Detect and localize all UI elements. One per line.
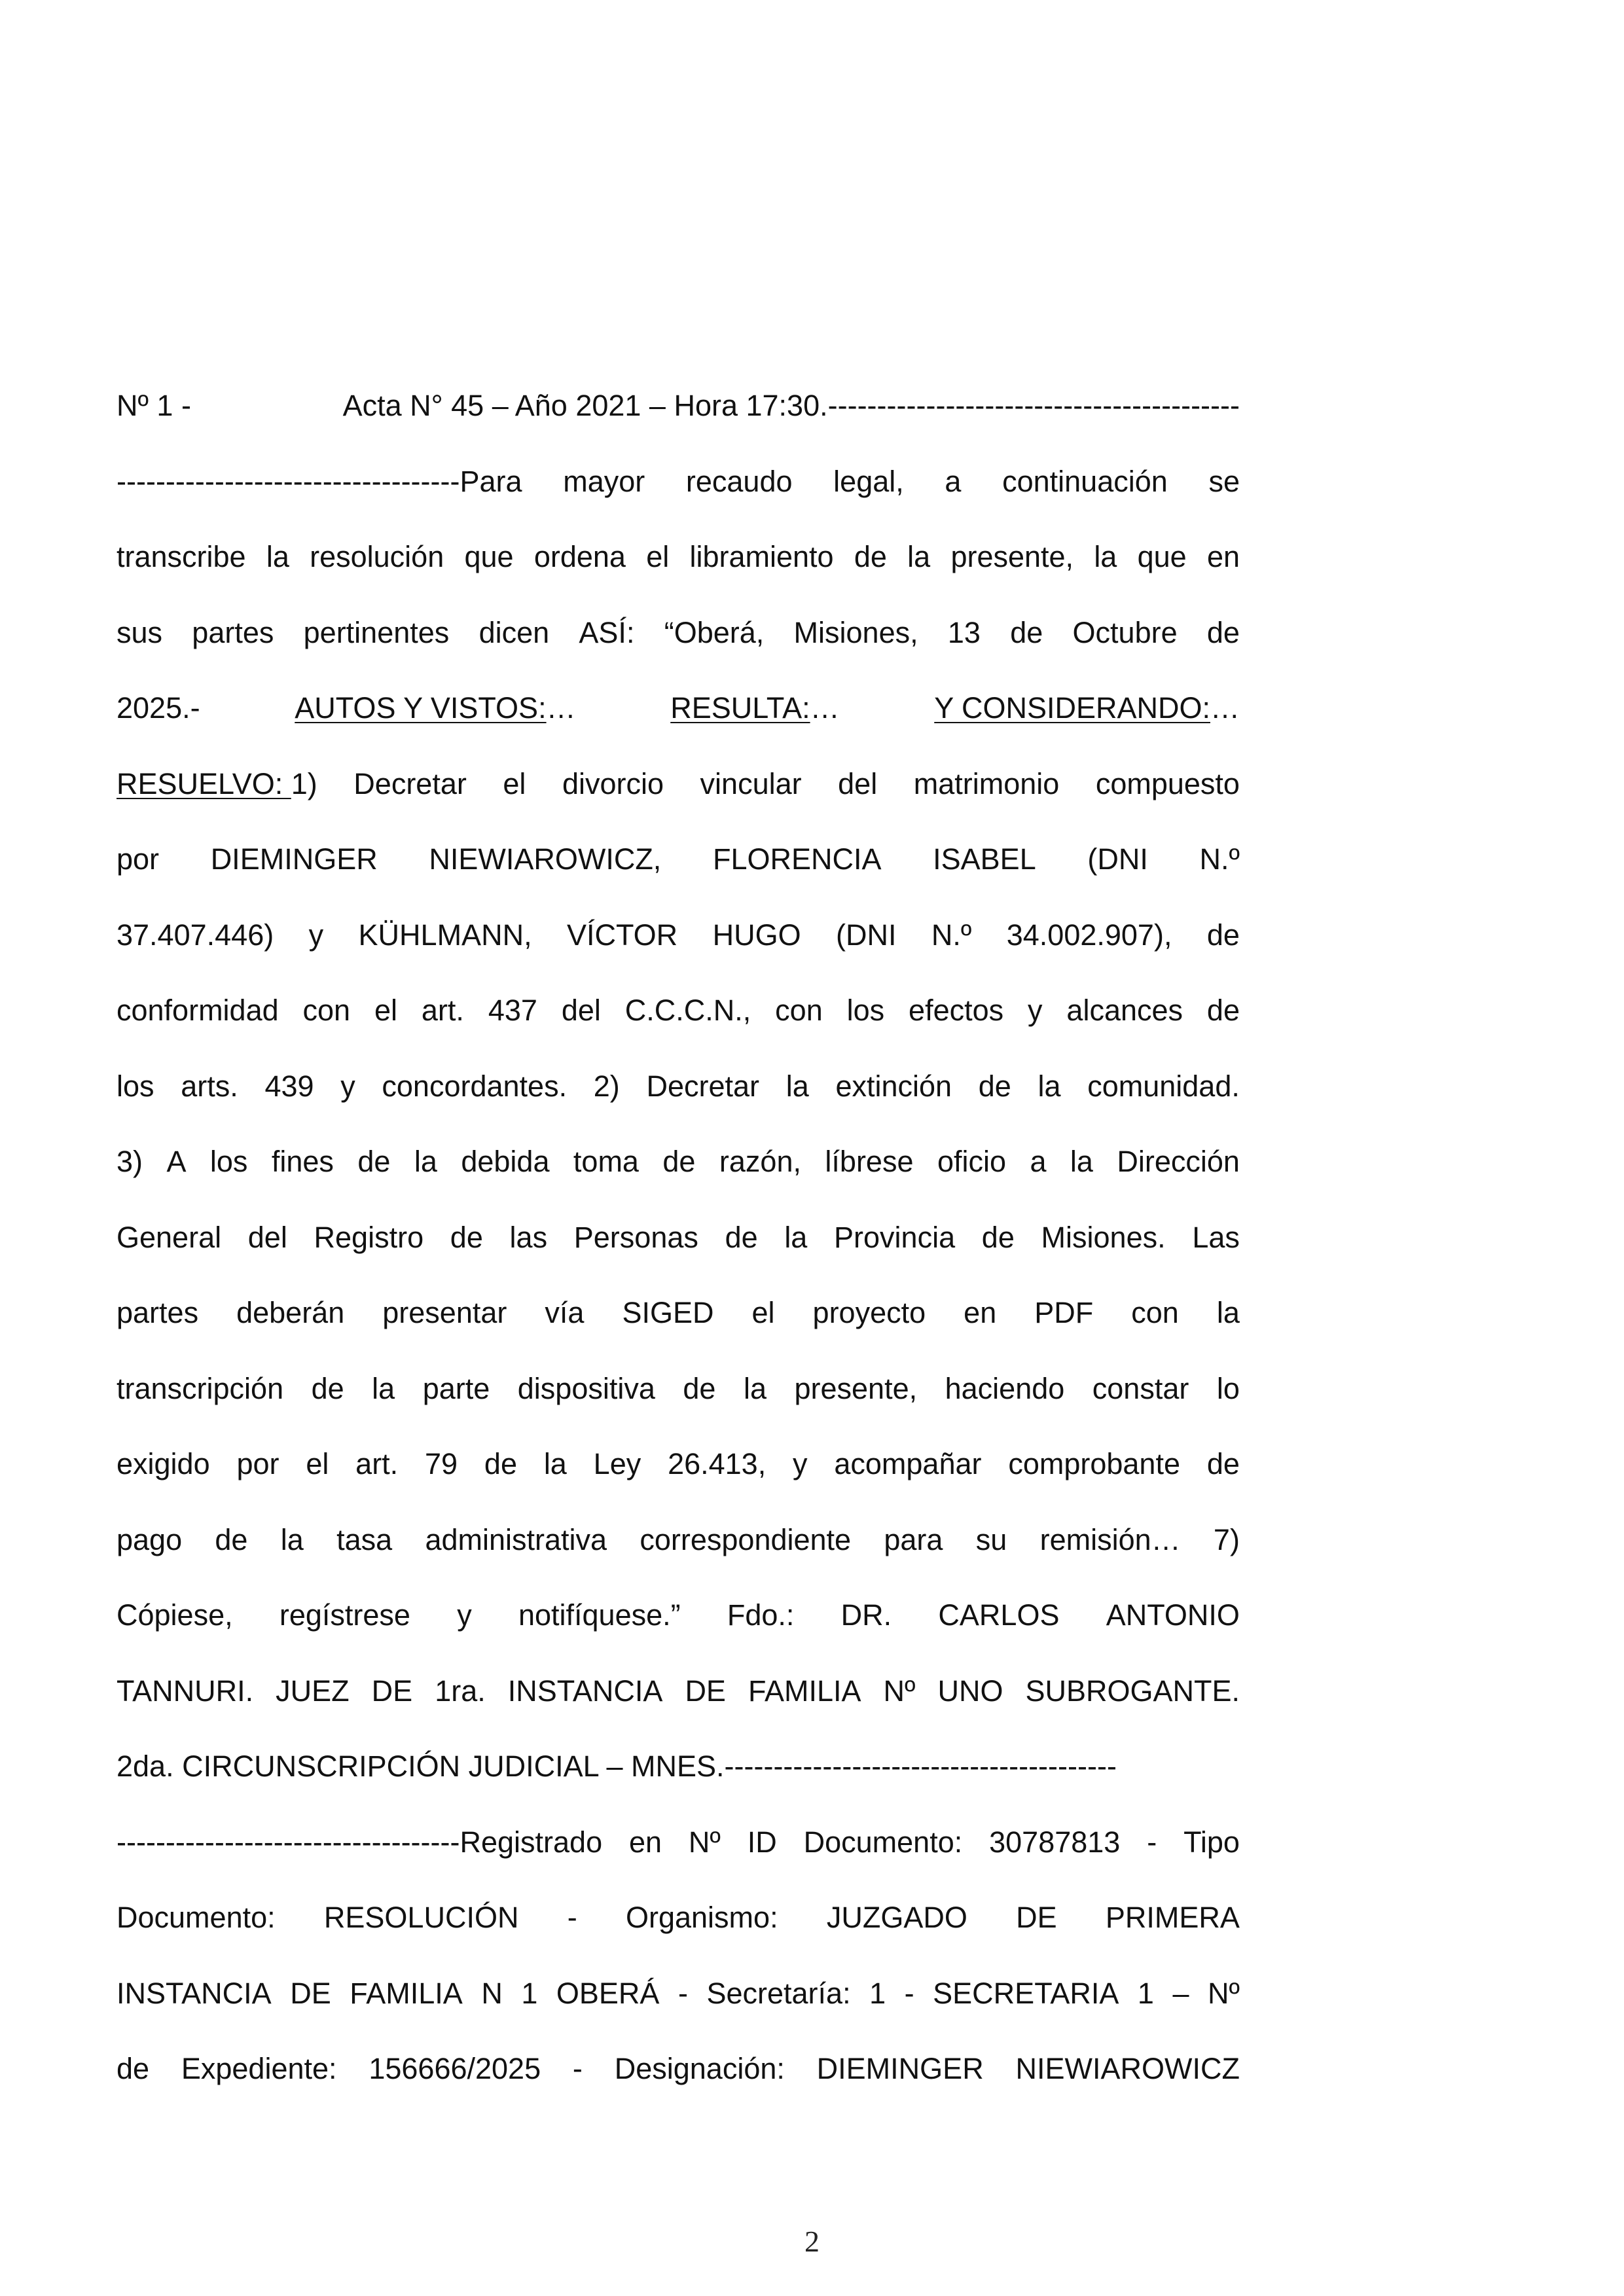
word: Personas	[573, 1220, 698, 1254]
word: -----------------------------------Para	[117, 464, 522, 498]
word: vincular	[700, 766, 802, 800]
word: INSTANCIA	[117, 1976, 272, 2010]
word: VÍCTOR	[566, 918, 678, 952]
word: que	[1137, 540, 1187, 573]
word: FLORENCIA	[712, 842, 882, 876]
word: por	[117, 842, 160, 876]
text-line-11	[117, 1142, 1240, 1218]
document-body	[117, 386, 1240, 2125]
word: DE	[1016, 1901, 1057, 1934]
text-line-7	[117, 840, 1240, 916]
word: HUGO	[712, 918, 801, 952]
word: de	[1206, 1447, 1240, 1480]
text-line-12	[117, 1218, 1240, 1294]
word: 7)	[1213, 1522, 1240, 1556]
word: DE	[290, 1976, 331, 2010]
word: matrimonio	[913, 766, 1060, 800]
word: Nº 1 -	[117, 389, 191, 422]
word: se	[1208, 464, 1240, 498]
word: DR.	[840, 1598, 892, 1632]
word: vía	[545, 1296, 585, 1329]
word: el	[306, 1447, 329, 1480]
word: la	[907, 540, 931, 573]
word: comunidad.	[1087, 1069, 1240, 1103]
word: administrativa	[425, 1522, 607, 1556]
text-line-16	[117, 1520, 1240, 1596]
word: sus	[117, 615, 163, 649]
word: del	[838, 766, 878, 800]
word: ASÍ:	[579, 615, 635, 649]
word: KÜHLMANN,	[358, 918, 532, 952]
word: 2)	[593, 1069, 620, 1103]
word: extinción	[835, 1069, 952, 1103]
word: del	[247, 1220, 287, 1254]
word: la	[266, 540, 289, 573]
word: y	[793, 1447, 808, 1480]
word: Provincia	[834, 1220, 956, 1254]
text-line-10	[117, 1067, 1240, 1143]
word: (DNI	[1087, 842, 1148, 876]
word: la	[1094, 540, 1117, 573]
word: Expediente:	[181, 2052, 337, 2085]
word: por	[236, 1447, 280, 1480]
word: de	[854, 540, 887, 573]
text-line-14	[117, 1369, 1240, 1445]
word: que	[464, 540, 514, 573]
word: la	[785, 1069, 809, 1103]
word: para	[884, 1522, 943, 1556]
word: la	[743, 1371, 767, 1405]
text-line-17	[117, 1596, 1240, 1672]
word: TANNURI.	[117, 1674, 254, 1708]
word: 439	[264, 1069, 314, 1103]
text-line-19	[117, 1747, 1240, 1823]
word: tasa	[336, 1522, 393, 1556]
word: toma	[573, 1145, 639, 1178]
text-line-15	[117, 1444, 1240, 1520]
word: -	[572, 2052, 583, 2085]
text-line-4	[117, 613, 1240, 689]
word: 156666/2025	[369, 2052, 541, 2085]
word: Cópiese,	[117, 1598, 233, 1632]
word: compuesto	[1095, 766, 1240, 800]
word: 2025.-	[117, 691, 200, 725]
word: SIGED	[622, 1296, 714, 1329]
word: el	[503, 766, 526, 800]
word: A	[166, 1145, 187, 1178]
word: partes	[117, 1296, 199, 1329]
word: INSTANCIA	[507, 1674, 663, 1708]
word: recaudo	[685, 464, 793, 498]
word: y	[457, 1598, 472, 1632]
word: DIEMINGER	[816, 2052, 984, 2085]
word: de	[978, 1069, 1011, 1103]
word: de	[450, 1220, 483, 1254]
word: deberán	[236, 1296, 345, 1329]
word: las	[509, 1220, 548, 1254]
word: 1	[869, 1976, 886, 2010]
resuelvo-heading: RESUELVO: 1)	[117, 766, 317, 800]
word: dispositiva	[517, 1371, 655, 1405]
word: conformidad	[117, 994, 279, 1027]
word: el	[374, 994, 398, 1027]
text-line-23	[117, 2049, 1240, 2125]
word: 30787813	[989, 1825, 1121, 1859]
word: 1	[1137, 1976, 1154, 2010]
word: alcances	[1066, 994, 1183, 1027]
word: “Oberá,	[664, 615, 765, 649]
word: 2da. CIRCUNSCRIPCIÓN JUDICIAL – MNES.----------------------------------------	[117, 1749, 1117, 1783]
word: FAMILIA	[748, 1674, 861, 1708]
word: del	[561, 994, 601, 1027]
word: de	[215, 1522, 248, 1556]
word: DE	[371, 1674, 413, 1708]
word: regístrese	[279, 1598, 410, 1632]
word: la	[372, 1371, 395, 1405]
word: -----------------------------------Registrado	[117, 1825, 603, 1859]
word: a	[945, 464, 962, 498]
word: pago	[117, 1522, 183, 1556]
word: General	[117, 1220, 222, 1254]
word: su	[975, 1522, 1007, 1556]
word: N.º	[1199, 842, 1240, 876]
text-line-20	[117, 1823, 1240, 1899]
autos-y-vistos-heading: AUTOS Y VISTOS:…	[295, 691, 576, 725]
word: mayor	[563, 464, 645, 498]
word: SUBROGANTE.	[1025, 1674, 1240, 1708]
word: la	[1038, 1069, 1061, 1103]
word: presente,	[794, 1371, 918, 1405]
word: notifíquese.”	[518, 1598, 681, 1632]
word: a	[1030, 1145, 1047, 1178]
word: Misiones.	[1041, 1220, 1166, 1254]
word: ordena	[533, 540, 626, 573]
word: de	[311, 1371, 344, 1405]
word: presentar	[382, 1296, 507, 1329]
word: Dirección	[1117, 1145, 1240, 1178]
word: Octubre	[1072, 615, 1178, 649]
word: continuación	[1002, 464, 1168, 498]
word: razón,	[719, 1145, 801, 1178]
word: con	[775, 994, 823, 1027]
word: 34.002.907),	[1006, 918, 1172, 952]
text-line-1	[117, 386, 1240, 462]
word: la	[1216, 1296, 1240, 1329]
word: Decretar	[646, 1069, 760, 1103]
word: de	[484, 1447, 517, 1480]
word: Nº	[688, 1825, 721, 1859]
word: parte	[422, 1371, 490, 1405]
word: Fdo.:	[727, 1598, 795, 1632]
word: exigido	[117, 1447, 210, 1480]
word: C.C.C.N.,	[624, 994, 751, 1027]
word: Designación:	[614, 2052, 785, 2085]
word: ID	[747, 1825, 777, 1859]
word: de	[683, 1371, 716, 1405]
word: NIEWIAROWICZ,	[429, 842, 662, 876]
word: en	[964, 1296, 997, 1329]
word: Nº	[883, 1674, 916, 1708]
word: Decretar	[353, 766, 467, 800]
word: comprobante	[1008, 1447, 1180, 1480]
word: efectos	[909, 994, 1004, 1027]
word: la	[784, 1220, 808, 1254]
word: transcripción	[117, 1371, 284, 1405]
word: JUEZ	[276, 1674, 350, 1708]
word: PRIMERA	[1105, 1901, 1240, 1934]
word: lo	[1216, 1371, 1240, 1405]
word: NIEWIAROWICZ	[1015, 2052, 1240, 2085]
text-line-2	[117, 462, 1240, 538]
word: resolución	[310, 540, 444, 573]
word: RESOLUCIÓN	[323, 1901, 519, 1934]
word: remisión…	[1039, 1522, 1181, 1556]
word: pertinentes	[303, 615, 450, 649]
word: PDF	[1034, 1296, 1094, 1329]
word: constar	[1092, 1371, 1189, 1405]
word: los	[846, 994, 885, 1027]
word: de	[1206, 918, 1240, 952]
word: 3)	[117, 1145, 143, 1178]
word: Secretaría:	[706, 1976, 851, 2010]
word: N.º	[931, 918, 972, 952]
text-line-22	[117, 1974, 1240, 2050]
word: JUZGADO	[826, 1901, 967, 1934]
word: FAMILIA	[350, 1976, 463, 2010]
word: acompañar	[834, 1447, 982, 1480]
word: libramiento	[689, 540, 834, 573]
word: OBERÁ	[556, 1976, 660, 2010]
word: –	[1172, 1976, 1189, 2010]
word: UNO	[937, 1674, 1003, 1708]
word: proyecto	[812, 1296, 926, 1329]
word: correspondiente	[640, 1522, 852, 1556]
word: concordantes.	[382, 1069, 568, 1103]
word: los	[117, 1069, 154, 1103]
word: DE	[685, 1674, 726, 1708]
word: de	[357, 1145, 391, 1178]
word: 13	[947, 615, 981, 649]
word: -	[567, 1901, 577, 1934]
word: Las	[1192, 1220, 1240, 1254]
word: Nº	[1207, 1976, 1240, 2010]
text-line-9	[117, 991, 1240, 1067]
text-line-6	[117, 764, 1240, 840]
word: Documento:	[117, 1901, 276, 1934]
word: -	[904, 1976, 914, 2010]
word: la	[280, 1522, 304, 1556]
text-line-13	[117, 1293, 1240, 1369]
word: oficio	[937, 1145, 1006, 1178]
word: en	[628, 1825, 662, 1859]
word: y	[340, 1069, 355, 1103]
word: N	[481, 1976, 503, 2010]
text-line-8	[117, 916, 1240, 992]
text-line-21	[117, 1898, 1240, 1974]
word: de	[1010, 615, 1043, 649]
resulta-heading: RESULTA:…	[670, 691, 840, 725]
word: dicen	[478, 615, 550, 649]
word: arts.	[181, 1069, 238, 1103]
page-number: 2	[804, 2225, 820, 2258]
word: líbrese	[825, 1145, 914, 1178]
word: 1	[521, 1976, 538, 2010]
word: con	[302, 994, 351, 1027]
word: 37.407.446)	[117, 918, 274, 952]
text-line-18	[117, 1672, 1240, 1748]
word: DIEMINGER	[210, 842, 378, 876]
word: transcribe	[117, 540, 246, 573]
word: Registro	[314, 1220, 424, 1254]
word: en	[1206, 540, 1240, 573]
word: Misiones,	[793, 615, 918, 649]
word: Documento:	[803, 1825, 963, 1859]
considerando-heading: Y CONSIDERANDO:…	[934, 691, 1240, 725]
word: Acta N° 45 – Año 2021 – Hora 17:30.------------------------------------------	[342, 389, 1240, 422]
word: ISABEL	[933, 842, 1036, 876]
word: la	[414, 1145, 437, 1178]
word: de	[662, 1145, 696, 1178]
word: de	[981, 1220, 1015, 1254]
word: la	[543, 1447, 567, 1480]
word: los	[209, 1145, 248, 1178]
word: (DNI	[836, 918, 897, 952]
word: art.	[355, 1447, 399, 1480]
word: Ley	[593, 1447, 641, 1480]
word: Organismo:	[625, 1901, 778, 1934]
word: art.	[421, 994, 464, 1027]
word: ANTONIO	[1106, 1598, 1240, 1632]
word: divorcio	[562, 766, 664, 800]
word: y	[1028, 994, 1043, 1027]
word: 26.413,	[668, 1447, 767, 1480]
word: CARLOS	[938, 1598, 1060, 1632]
word: de	[117, 2052, 150, 2085]
word: de	[1206, 994, 1240, 1027]
word: presente,	[950, 540, 1074, 573]
word: 437	[488, 994, 537, 1027]
text-line-5	[117, 689, 1240, 764]
word: 1ra.	[435, 1674, 486, 1708]
text-line-3	[117, 537, 1240, 613]
word: SECRETARIA	[933, 1976, 1119, 2010]
word: fines	[271, 1145, 334, 1178]
word: de	[725, 1220, 758, 1254]
word: Tipo	[1183, 1825, 1240, 1859]
word: 1)	[291, 766, 317, 800]
word: 79	[425, 1447, 458, 1480]
word: partes	[192, 615, 274, 649]
word: el	[751, 1296, 775, 1329]
word: la	[1070, 1145, 1093, 1178]
word: -	[1147, 1825, 1157, 1859]
word: haciendo	[945, 1371, 1065, 1405]
word: debida	[461, 1145, 550, 1178]
word: legal,	[833, 464, 904, 498]
word: de	[1206, 615, 1240, 649]
word: el	[646, 540, 670, 573]
word: -	[677, 1976, 688, 2010]
word: y	[308, 918, 324, 952]
word: con	[1131, 1296, 1179, 1329]
